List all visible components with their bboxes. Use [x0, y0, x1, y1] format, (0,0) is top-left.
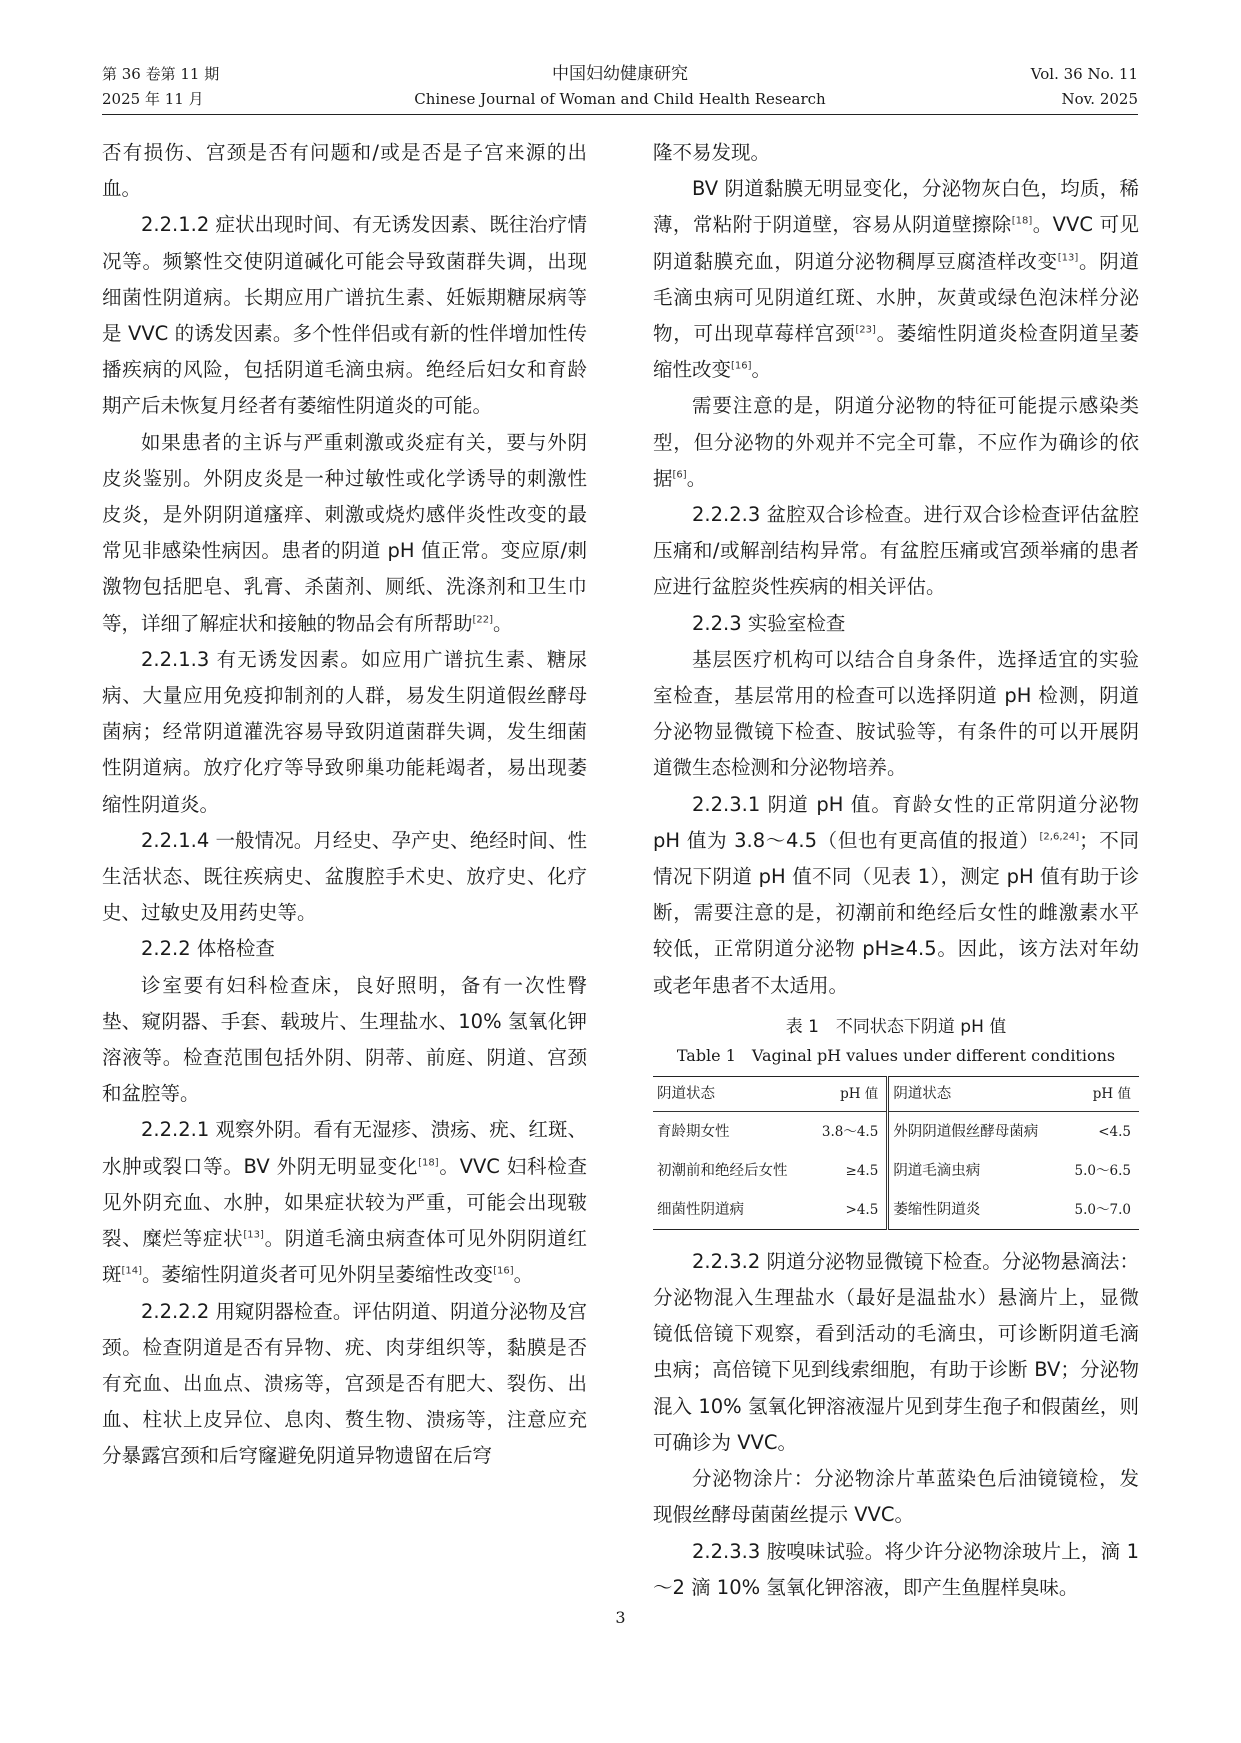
table-cell: 阴道毛滴虫病: [888, 1151, 1062, 1190]
issue-label: 第 36 卷第 11 期: [102, 65, 220, 83]
table-cell: <4.5: [1098, 1123, 1131, 1140]
paragraph: 2.2.2.3 盆腔双合诊检查。进行双合诊检查评估盆腔压痛和/或解剖结构异常。有盆腔压痛或宫颈举痛的患者应进行盆腔炎性疾病的相关评估。: [653, 503, 1139, 599]
table-cell: 细菌性阴道病: [657, 1201, 744, 1218]
table-cell: 萎缩性阴道炎: [888, 1190, 1062, 1230]
paragraph: 2.2.2.1 观察外阴。看有无湿疹、溃疡、疣、红斑、水肿或裂口等。BV 外阴无明显变化[18]。VVC 妇科检查见外阴充血、水肿，如果症状较为严重，可能会出现皲裂、糜烂等症状[13]。阴道毛滴虫病查体可见外阴阴道红斑[14]。萎缩性阴道炎者可见外阴呈萎缩性改变[16]。: [102, 1118, 587, 1287]
page-number: 3: [615, 1608, 626, 1627]
citation: [22]: [472, 614, 494, 626]
ph-table: [653, 1076, 1139, 1230]
right-column: [653, 135, 1139, 1606]
table-row: [653, 1151, 1139, 1190]
citation: [14]: [121, 1265, 143, 1277]
citation: [18]: [1011, 215, 1033, 227]
volume-label: Vol. 36 No. 11: [1030, 65, 1138, 83]
citation: [13]: [1057, 252, 1079, 264]
table-header-row: [653, 1076, 1139, 1111]
table-title-en: Table 1 Vaginal pH values under different conditions: [676, 1045, 1116, 1065]
paragraph: 如果患者的主诉与严重刺激或炎症有关，要与外阴皮炎鉴别。外阴皮炎是一种过敏性或化学诱导的刺激性皮炎，是外阴阴道瘙痒、刺激或烧灼感伴炎性改变的最常见非感染性病因。患者的阴道 pH 值正常。变应原/刺激物包括肥皂、乳膏、杀菌剂、厕纸、洗涤剂和卫生巾等，详细了解症状和接触的物品会有所帮助[22]。: [102, 430, 587, 635]
citation: [16]: [493, 1265, 514, 1277]
page-header: [102, 60, 1138, 115]
paragraph: BV 阴道黏膜无明显变化，分泌物灰白色，均质，稀薄，常粘附于阴道壁，容易从阴道壁擦除[18]。VVC 可见阴道黏膜充血，阴道分泌物稠厚豆腐渣样改变[13]。阴道毛滴虫病可见阴道红斑、水肿，灰黄或绿色泡沫样分泌物，可出现草莓样宫颈[23]。萎缩性阴道炎检查阴道呈萎缩性改变[16]。: [653, 177, 1139, 382]
paragraph: 分泌物涂片：分泌物涂片革蓝染色后油镜镜检，发现假丝酵母菌菌丝提示 VVC。: [653, 1467, 1139, 1527]
paragraph: 2.2.1.4 一般情况。月经史、孕产史、绝经时间、性生活状态、既往疾病史、盆腹腔手术史、放疗史、化疗史、过敏史及用药史等。: [102, 828, 587, 925]
date-label: 2025 年 11 月: [102, 90, 204, 108]
citation: [6]: [672, 469, 687, 481]
paragraph: 诊室要有妇科检查床，良好照明，备有一次性臀垫、窥阴器、手套、载玻片、生理盐水、10% 氢氧化钾溶液等。检查范围包括外阴、阴蒂、前庭、阴道、宫颈和盆腔等。: [102, 973, 587, 1106]
section-heading: 2.2.2 体格检查: [141, 937, 275, 961]
paragraph: 隆不易发现。: [653, 141, 771, 164]
table-header-cell: 阴道状态: [888, 1076, 1062, 1111]
paragraph: 2.2.3.2 阴道分泌物显微镜下检查。分泌物悬滴法：分泌物混入生理盐水（最好是温盐水）悬滴片上，显微镜低倍镜下观察，看到活动的毛滴虫，可诊断阴道毛滴虫病；高倍镜下见到线索细胞，有助于诊断 BV；分泌物混入 10% 氢氧化钾溶液湿片见到芽生孢子和假菌丝，则可确诊为 VVC。: [653, 1249, 1139, 1454]
table-header-cell: pH 值: [809, 1076, 888, 1111]
table-cell: ≥4.5: [845, 1162, 879, 1179]
header-right: [1031, 62, 1138, 112]
table-row: [653, 1190, 1139, 1230]
paragraph: 需要注意的是，阴道分泌物的特征可能提示感染类型，但分泌物的外观并不完全可靠，不应作为确诊的依据[6]。: [653, 394, 1139, 490]
header-center: [102, 62, 1138, 112]
table-title-cn: 表 1 不同状态下阴道 pH 值: [785, 1016, 1007, 1037]
paragraph: 2.2.1.2 症状出现时间、有无诱发因素、既往治疗情况等。频繁性交使阴道碱化可能会导致菌群失调，出现细菌性阴道病。长期应用广谱抗生素、妊娠期糖尿病等是 VVC 的诱发因素。多个性伴侣或有新的性伴增加性传播疾病的风险，包括阴道毛滴虫病。绝经后妇女和育龄期产后未恢复月经者有萎缩性阴道炎的可能。: [102, 213, 587, 418]
paragraph: 2.2.2.2 用窥阴器检查。评估阴道、阴道分泌物及宫颈。检查阴道是否有异物、疣、肉芽组织等，黏膜是否有充血、出血点、溃疡等，宫颈是否有肥大、裂伤、出血、柱状上皮异位、息肉、赘生物、溃疡等，注意应充分暴露宫颈和后穹窿避免阴道异物遗留在后穹: [102, 1299, 587, 1468]
citation: [16]: [731, 360, 752, 372]
table-cell: 5.0～6.5: [1074, 1162, 1131, 1179]
journal-title-cn: 中国妇幼健康研究: [552, 64, 688, 84]
citation: [2,6,24]: [1039, 831, 1080, 843]
table-row: [653, 1111, 1139, 1151]
table-header-cell: 阴道状态: [653, 1076, 809, 1111]
paragraph: 基层医疗机构可以结合自身条件，选择适宜的实验室检查，基层常用的检查可以选择阴道 pH 检测，阴道分泌物显微镜下检查、胺试验等，有条件的可以开展阴道微生态检测和分泌物培养。: [653, 647, 1139, 780]
table-cell: 初潮前和绝经后女性: [657, 1162, 788, 1179]
paragraph: 否有损伤、宫颈是否有问题和/或是否是子宫来源的出血。: [102, 141, 587, 201]
table-cell: >4.5: [845, 1201, 879, 1218]
citation: [23]: [855, 324, 876, 336]
paragraph: 2.2.3.3 胺嗅味试验。将少许分泌物涂玻片上，滴 1～2 滴 10% 氢氧化钾溶液，即产生鱼腥样臭味。: [653, 1539, 1139, 1599]
table-cell: 育龄期女性: [657, 1123, 730, 1140]
table-cell: 3.8～4.5: [821, 1123, 879, 1140]
table-header-cell: pH 值: [1062, 1076, 1139, 1111]
left-column: [102, 135, 587, 1475]
paragraph: 2.2.3.1 阴道 pH 值。育龄女性的正常阴道分泌物 pH 值为 3.8～4.5（但也有更高值的报道）[2,6,24]；不同情况下阴道 pH 值不同（见表 1），测定 pH 值有助于诊断，需要注意的是，初潮前和绝经后女性的雌激素水平较低，正常阴道分泌物 pH≥4.5。因此，该方法对年幼或老年患者不太适用。: [653, 792, 1139, 997]
table-cell: 外阴阴道假丝酵母菌病: [888, 1111, 1062, 1151]
table-cell: 5.0～7.0: [1074, 1201, 1131, 1218]
journal-title-en: Chinese Journal of Woman and Child Health Research: [414, 90, 826, 108]
citation: [18]: [418, 1157, 439, 1169]
citation: [13]: [243, 1229, 264, 1241]
month-label: Nov. 2025: [1061, 90, 1138, 108]
paragraph: 2.2.1.3 有无诱发因素。如应用广谱抗生素、糖尿病、大量应用免疫抑制剂的人群，易发生阴道假丝酵母菌病；经常阴道灌洗容易导致阴道菌群失调，发生细菌性阴道病。放疗化疗等导致卵巢功能耗竭者，易出现萎缩性阴道炎。: [102, 647, 587, 816]
section-heading: 2.2.3 实验室检查: [692, 611, 846, 635]
